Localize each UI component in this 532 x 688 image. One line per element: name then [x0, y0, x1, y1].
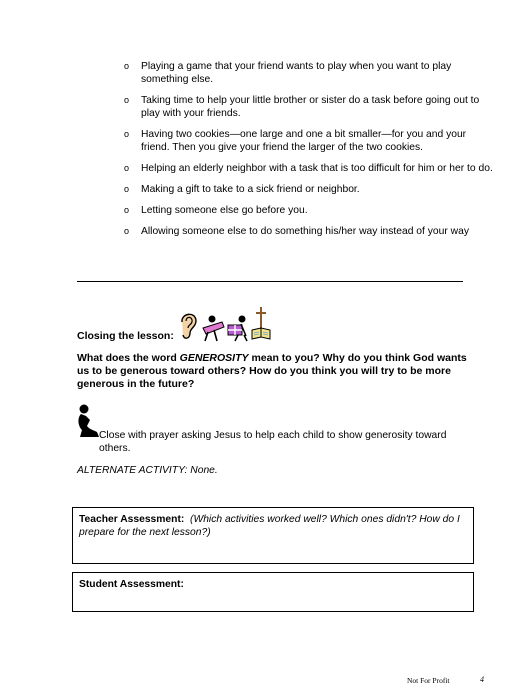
- teacher-assessment-box: [72, 507, 474, 564]
- gift-figure-icon: [226, 314, 250, 342]
- student-assessment-label: Student Assessment:: [79, 579, 184, 590]
- list-item: [124, 225, 494, 238]
- list-item: [124, 204, 494, 217]
- bullet-marker: o: [124, 61, 130, 71]
- list-item-text: Letting someone else go before you.: [141, 205, 308, 216]
- alternate-activity: ALTERNATE ACTIVITY: None.: [77, 465, 218, 476]
- bullet-marker: o: [124, 95, 130, 105]
- section-divider: [77, 281, 463, 282]
- question-text-end: mean to you? Why do you think God wants us to be generous toward others? How do you think you will try to be more generous in the future?: [77, 352, 467, 390]
- list-item-text: Helping an elderly neighbor with a task that is too difficult for him or her to do.: [141, 163, 493, 174]
- list-item-text: Having two cookies—one large and one a bit smaller—for you and your friend. Then you give your friend the larger of the two cookies.: [141, 129, 467, 153]
- prayer-instruction: [77, 429, 469, 455]
- bullet-marker: o: [124, 129, 130, 139]
- question-emphasis: GENEROSITY: [179, 352, 249, 364]
- teacher-assessment-label: Teacher Assessment:: [79, 514, 185, 525]
- closing-icons: [178, 306, 272, 342]
- list-item-text: Making a gift to take to a sick friend or neighbor.: [141, 184, 360, 195]
- kneeling-figure-icon: [200, 314, 226, 342]
- bullet-marker: o: [124, 184, 130, 194]
- closing-label: Closing the lesson:: [77, 330, 174, 342]
- page-number: 4: [480, 675, 484, 684]
- discussion-question: [77, 352, 472, 391]
- teacher-assessment-prompt: (Which activities worked well? Which ones didn't? How do I prepare for the next lesson?): [79, 514, 460, 538]
- list-item-text: Allowing someone else to do something his/her way instead of your way: [141, 226, 469, 237]
- list-item: [124, 183, 494, 196]
- student-assessment-box: [72, 572, 474, 612]
- closing-section: [77, 305, 272, 343]
- ear-icon: [178, 308, 200, 342]
- list-item-text: Playing a game that your friend wants to play when you want to play something else.: [141, 61, 452, 85]
- bullet-marker: o: [124, 205, 130, 215]
- question-text-start: What does the word: [77, 352, 180, 364]
- prayer-text: Close with prayer asking Jesus to help each child to show generosity toward others.: [99, 430, 447, 454]
- example-list: [124, 60, 494, 246]
- bullet-marker: o: [124, 226, 130, 236]
- list-item: [124, 162, 494, 175]
- list-item: [124, 94, 494, 120]
- list-item: [124, 128, 494, 154]
- bullet-marker: o: [124, 163, 130, 173]
- list-item-text: Taking time to help your little brother or sister do a task before going out to play with your friends.: [141, 95, 480, 119]
- list-item: [124, 60, 494, 86]
- cross-bible-icon: [250, 306, 272, 342]
- footer-text: Not For Profit: [407, 676, 450, 685]
